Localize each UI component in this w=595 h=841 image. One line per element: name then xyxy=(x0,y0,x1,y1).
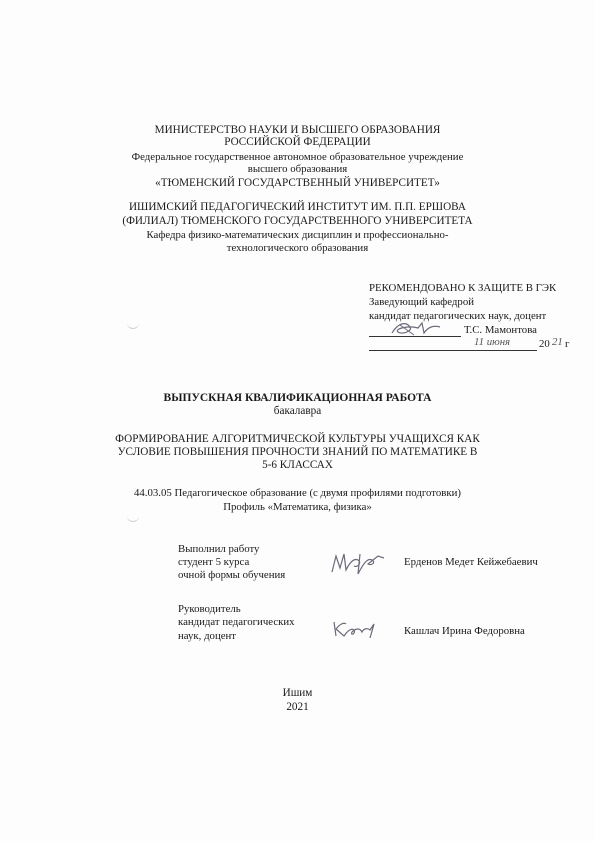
work-level: бакалавра xyxy=(273,405,322,417)
institute-name-line-1: ИШИМСКИЙ ПЕДАГОГИЧЕСКИЙ ИНСТИТУТ ИМ. П.П. ЕРШОВА xyxy=(128,201,467,213)
author-name: Ерденов Медет Кейжебаевич xyxy=(404,556,538,568)
supervisor-signature-icon xyxy=(330,618,380,640)
city: Ишим xyxy=(282,687,313,699)
university-name: «ТЮМЕНСКИЙ ГОСУДАРСТВЕННЫЙ УНИВЕРСИТЕТ» xyxy=(155,177,440,189)
author-label-line-1: Выполнил работу xyxy=(178,543,260,555)
approval-year-handwritten: 21 xyxy=(552,336,563,348)
profile-line: Профиль «Математика, физика» xyxy=(223,501,372,513)
topic-line-1: ФОРМИРОВАНИЕ АЛГОРИТМИЧЕСКОЙ КУЛЬТУРЫ УЧАЩИХСЯ КАК xyxy=(115,433,480,445)
approval-date-line xyxy=(369,350,537,351)
specialty-code: 44.03.05 Педагогическое образование (с двумя профилями подготовки) xyxy=(133,487,461,499)
topic-line-2: УСЛОВИЕ ПОВЫШЕНИЯ ПРОЧНОСТИ ЗНАНИЙ ПО МАТЕМАТИКЕ В xyxy=(117,446,478,458)
approval-date-handwritten: 11 июня xyxy=(474,336,511,348)
author-label-line-3: очной формы обучения xyxy=(178,569,286,581)
supervisor-name: Кашлач Ирина Федоровна xyxy=(404,625,525,637)
approval-degree: кандидат педагогических наук, доцент xyxy=(369,310,547,322)
ministry-line-1: МИНИСТЕРСТВО НАУКИ И ВЫСШЕГО ОБРАЗОВАНИЯ xyxy=(154,124,441,136)
department-line-1: Кафедра физико-математических дисциплин и профессионально- xyxy=(146,229,449,241)
approval-role: Заведующий кафедрой xyxy=(369,296,475,308)
institution-type-line-2: высшего образования xyxy=(247,163,348,175)
department-line-2: технологического образования xyxy=(226,242,369,254)
approval-year-prefix: 20 xyxy=(539,338,550,350)
work-type: ВЫПУСКНАЯ КВАЛИФИКАЦИОННАЯ РАБОТА xyxy=(163,392,432,404)
head-signature-icon xyxy=(388,319,444,339)
supervisor-label-line-3: наук, доцент xyxy=(178,630,237,642)
supervisor-label-line-2: кандидат педагогических xyxy=(178,616,295,628)
year: 2021 xyxy=(286,701,309,713)
approval-heading: РЕКОМЕНДОВАНО К ЗАЩИТЕ В ГЭК xyxy=(369,282,557,294)
author-signature-icon xyxy=(328,548,390,578)
institute-name-line-2: (ФИЛИАЛ) ТЮМЕНСКОГО ГОСУДАРСТВЕННОГО УНИВЕРСИТЕТА xyxy=(122,215,473,227)
approval-year-unit: г xyxy=(565,338,570,350)
ministry-line-2: РОССИЙСКОЙ ФЕДЕРАЦИИ xyxy=(224,136,371,148)
binder-hole-mark xyxy=(127,322,139,329)
topic-line-3: 5-6 КЛАССАХ xyxy=(262,459,333,471)
supervisor-label-line-1: Руководитель xyxy=(178,603,241,615)
approval-head-name: Т.С. Мамонтова xyxy=(464,324,537,336)
author-label-line-2: студент 5 курса xyxy=(178,556,250,568)
binder-hole-mark xyxy=(127,515,139,522)
institution-type-line-1: Федеральное государственное автономное образовательное учреждение xyxy=(131,151,464,163)
